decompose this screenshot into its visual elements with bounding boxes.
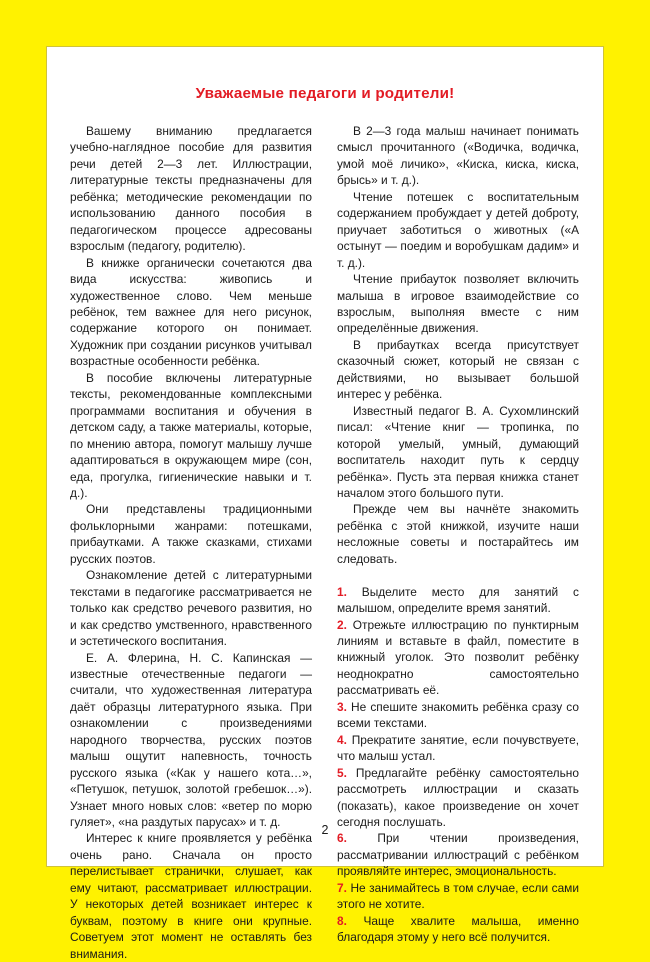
advice-item [337,913,579,946]
book-page [47,47,603,961]
advice-number: 2. [337,617,347,632]
advice-text: Чаще хвалите малыша, именно благодаря этому у него всё получится. [337,913,579,945]
advice-item [337,765,579,831]
advice-item [337,699,579,732]
paragraph: Ознакомление детей с литературными текстами в педагогике рассматривается не только как средство речевого развития, но и как средство умственного, нравственного и эстетического воспитания. [70,568,312,649]
advice-text: Не спешите знакомить ребёнка сразу со всеми текстами. [337,699,580,731]
advice-text: При чтении произведения, рассматривании иллюстраций с ребёнком проявляйте интерес, эмоциональность. [337,831,579,879]
paragraph: Вашему вниманию предлагается учебно-наглядное пособие для развития речи детей 2—3 лет. Иллюстрации, литературные тексты предназначены для ребёнка; методические рекомендации по использованию данного пособия в педагогическом процессе адресованы взрослым (педагогу, родителю). [70,124,312,254]
paragraph: В книжке органически сочетаются два вида искусства: живопись и художественное слово. Чем меньше ребёнок, тем важнее для него рисунок, содержание которого он понимает. Художник при создании рисунков учитывал возрастные особенности ребёнка. [70,255,312,369]
paragraph: Прежде чем вы начнёте знакомить ребёнка с этой книжкой, изучите наши несложные советы и постарайтесь им следовать. [337,502,579,566]
advice-item [337,880,579,913]
advice-number: 6. [337,831,347,846]
advice-item [337,584,579,617]
advice-list [337,584,579,946]
advice-text: Отрежьте иллюстрацию по пунктирным линиям и вставьте в файл, поместите в книжный уголок. Это позволит ребёнку неоднократно самостоятельно рассматривать её. [337,617,579,698]
paragraph: В 2—3 года малыш начинает понимать смысл прочитанного («Водичка, водичка, умой моё личико», «Киска, киска, киска, брысь» и т. д.). [337,124,579,188]
paragraph: В пособие включены литературные тексты, рекомендованные комплексными программами воспитания и обучения в детском саду, а также материалы, которые, по мнению автора, помогут малышу лучше адаптироваться в окружающем мире (сон, еда, прогулка, гигиенические навыки и т. д.). [70,370,312,500]
advice-number: 8. [337,913,347,928]
advice-text: Предлагайте ребёнку самостоятельно рассмотреть иллюстрации и сказать (показать), какое произведение он хочет сегодня послушать. [337,765,579,830]
advice-text: Не занимайтесь в том случае, если сами этого не хотите. [337,880,580,912]
page-title: Уважаемые педагоги и родители! [195,85,455,102]
advice-item [337,732,579,765]
paragraph: Они представлены традиционными фольклорными жанрами: потешками, прибаутками. А также сказками, стихами русских поэтов. [70,502,312,566]
paragraph: Чтение потешек с воспитательным содержанием пробуждает у детей доброту, приучает заботиться о животных («А остынут — поедим и воробушкам дадим» и т. д.). [337,189,579,270]
advice-number: 1. [337,584,347,599]
advice-text: Прекратите занятие, если почувствуете, что малыш устал. [337,732,579,764]
page-content-area [70,47,580,961]
paragraph: В прибаутках всегда присутствует сказочный сюжет, который не связан с действиями, но вызывает большой интерес у ребёнка. [337,337,579,402]
page-number: 2 [321,823,329,837]
advice-number: 7. [337,880,347,895]
paragraph: Чтение прибауток позволяет включить малыша в игровое взаимодействие со взрослым, выполняя вместе с ним определённые движения. [337,272,579,336]
advice-number: 5. [337,765,347,780]
advice-number: 4. [337,732,347,747]
paragraph: Интерес к книге проявляется у ребёнка очень рано. Сначала он просто перелистывает странички, слушает, как ему читают, рассматривает иллюстрации. У некоторых детей возникает интерес к буквам, поэтому в книге они крупные. Советуем этот момент не оставлять без внимания. [70,831,312,961]
advice-item [337,617,579,699]
advice-item [337,830,579,879]
advice-text: Выделите место для занятий с малышом, определите время занятий. [337,584,579,616]
advice-number: 3. [337,699,347,714]
paragraph: Е. А. Флерина, Н. С. Капинская — известные отечественные педагоги — считали, что художественная литература даёт образцы литературного языка. При ознакомлении с произведениями народного творчества, русских поэтов малыш ощутит напевность, точность русского языка («Как у нашего кота…», «Петушок, петушок, золотой гребешок…»). Узнает много новых слов: «ветер по морю гуляет», «на раздутых парусах» и т. д. [70,650,312,830]
paragraph: Известный педагог В. А. Сухомлинский писал: «Чтение книг — тропинка, по которой умелый, умный, думающий воспитатель находит путь к сердцу ребёнка». Пусть эта первая книжка станет началом этого большого пути. [337,403,579,500]
